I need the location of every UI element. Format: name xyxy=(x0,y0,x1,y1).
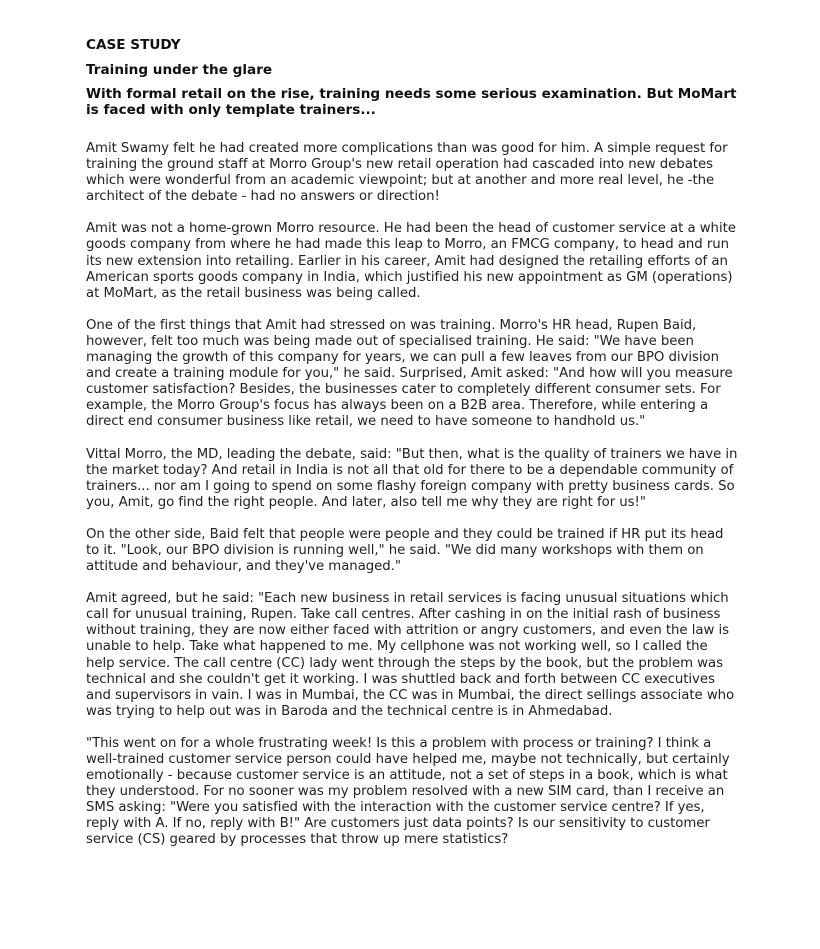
paragraph: Vittal Morro, the MD, leading the debate, said: "But then, what is the quality of trainers we have in the market today? And retail in India is not all that old for there to be a dependable community of trainers... nor am I going to spend on some flashy foreign company with pretty business cards. So you, Amit, go find the right people. And later, also tell me why they are right for us!" xyxy=(86,446,738,510)
article-body xyxy=(86,141,738,849)
article-deck: With formal retail on the rise, training needs some serious examination. But MoMart is faced with only template trainers... xyxy=(86,86,737,118)
paragraph: Amit agreed, but he said: "Each new business in retail services is facing unusual situations which call for unusual training, Rupen. Take call centres. After cashing in on the initial rash of business without training, they are now either faced with attrition or angry customers, and even the law is unable to help. Take what happened to me. My cellphone was not working well, so I called the help service. The call centre (CC) lady went through the steps by the book, but the problem was technical and she couldn't get it working. I was shuttled back and forth between CC executives and supervisors in vain. I was in Mumbai, the CC was in Mumbai, the direct sellings associate who was trying to help out was in Baroda and the technical centre is in Ahmedabad. xyxy=(86,591,735,719)
section-label: CASE STUDY xyxy=(86,37,181,53)
paragraph: On the other side, Baid felt that people were people and they could be trained if HR put its head to it. "Look, our BPO division is running well," he said. "We did many workshops with them on attitude and behaviour, and they've managed." xyxy=(86,526,724,575)
paragraph: Amit Swamy felt he had created more complications than was good for him. A simple request for training the ground staff at Morro Group's new retail operation had cascaded into new debates which were wonderful from an academic viewpoint; but at another and more real level, he -the architect of the debate - had no answers or direction! xyxy=(86,141,728,205)
paragraph: Amit was not a home-grown Morro resource. He had been the head of customer service at a white goods company from where he had made this leap to Morro, an FMCG company, to head and run its new extension into retailing. Earlier in his career, Amit had designed the retailing efforts of an American sports goods company in India, which justified his new appointment as GM (operations) at MoMart, as the retail business was being called. xyxy=(86,221,736,301)
article-title: Training under the glare xyxy=(86,62,273,78)
case-study-article xyxy=(86,37,738,865)
paragraph: One of the first things that Amit had stressed on was training. Morro's HR head, Rupen Baid, however, felt too much was being made out of specialised training. He said: "We have been managing the growth of this company for years, we can pull a few leaves from our BPO division and create a training module for you," he said. Surprised, Amit asked: "And how will you measure customer satisfaction? Besides, the businesses cater to completely different consumer sets. For example, the Morro Group's focus has always been on a B2B area. Therefore, while entering a direct end consumer business like retail, we need to have someone to handhold us." xyxy=(86,317,733,430)
paragraph: "This went on for a whole frustrating week! Is this a problem with process or training? I think a well-trained customer service person could have helped me, maybe not technically, but certainly emotionally - because customer service is an attitude, not a set of steps in a book, which is what they understood. For no sooner was my problem resolved with a new SIM card, than I receive an SMS asking: "Were you satisfied with the interaction with the customer service centre? If yes, reply with A. If no, reply with B!" Are customers just data points? Is our sensitivity to customer service (CS) geared by processes that throw up mere statistics? xyxy=(86,735,730,848)
